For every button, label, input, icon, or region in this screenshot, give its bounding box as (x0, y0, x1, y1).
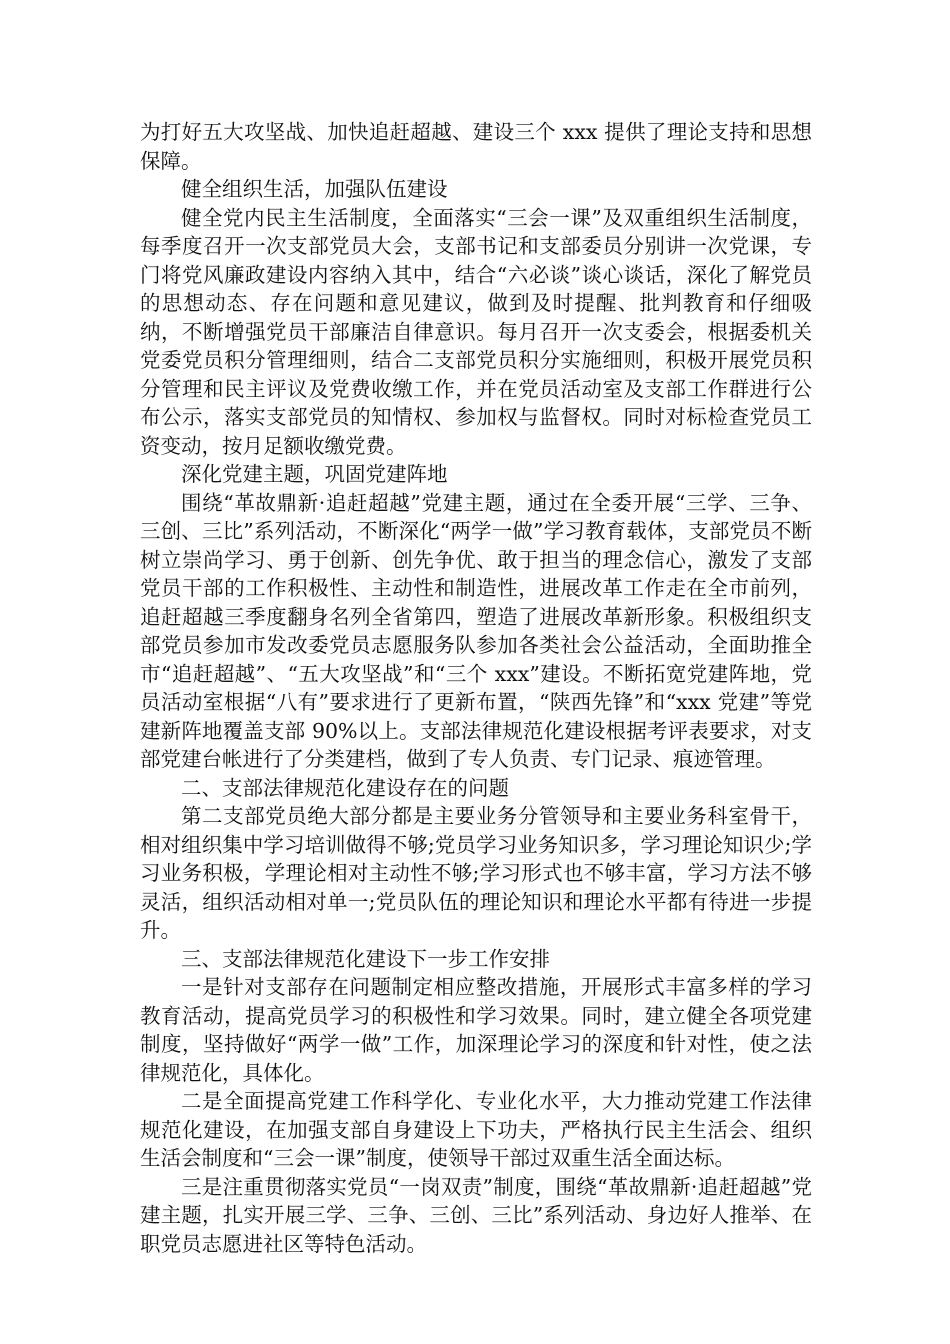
paragraph-continuation: 为打好五大攻坚战、加快追赶超越、建设三个 xxx 提供了理论支持和思想保障。 (140, 120, 812, 173)
paragraph-step-one: 一是针对支部存在问题制定相应整改措施，开展形式丰富多样的学习教育活动，提高党员学习的积极性和学习效果。同时，建立健全各项党建制度，坚持做好“两学一做”工作，加深理论学习的深度和针对性，使之法律规范化，具体化。 (140, 975, 812, 1085)
section-heading-next-steps: 三、支部法律规范化建设下一步工作安排 (181, 946, 550, 971)
paragraph-step-three: 三是注重贯彻落实党员“一岗双责”制度，围绕“革故鼎新·追赶超越”党建主题，扎实开展三学、三争、三创、三比”系列活动、身边好人推举、在职党员志愿进社区等特色活动。 (140, 1174, 812, 1256)
document-body (140, 118, 812, 1258)
section-heading-problems: 二、支部法律规范化建设存在的问题 (181, 775, 509, 800)
paragraph-theme: 围绕“革故鼎新·追赶超越”党建主题，通过在全委开展“三学、三争、三创、三比”系列活动，不断深化“两学一做”学习教育载体，支部党员不断树立崇尚学习、勇于创新、创先争优、敢于担当的理念信心，激发了支部党员干部的工作积极性、主动性和制造性，进展改革工作走在全市前列，追赶超越三季度翻身名列全省第四，塑造了进展改革新形象。积极组织支部党员参加市发改委党员志愿服务队参加各类社会公益活动，全面助推全市“追赶超越”、“五大攻坚战”和“三个 xxx”建设。不断拓宽党建阵地，党员活动室根据“八有”要求进行了更新布置，“陕西先锋”和“xxx 党建”等党建新阵地覆盖支部 90%以上。支部法律规范化建设根据考评表要求，对支部党建台帐进行了分类建档，做到了专人负责、专门记录、痕迹管理。 (140, 490, 812, 771)
paragraph-problems: 第二支部党员绝大部分都是主要业务分管领导和主要业务科室骨干，相对组织集中学习培训做得不够;党员学习业务知识多，学习理论知识少;学习业务积极，学理论相对主动性不够;学习形式也不够丰富，学习方法不够灵活，组织活动相对单一;党员队伍的理论知识和理论水平都有待进一步提升。 (140, 804, 812, 942)
section-heading-organization: 健全组织生活，加强队伍建设 (181, 177, 448, 201)
section-heading-theme: 深化党建主题，巩固党建阵地 (181, 462, 448, 486)
paragraph-step-two: 二是全面提高党建工作科学化、专业化水平，大力推动党建工作法律规范化建设，在加强支部自身建设上下功夫，严格执行民主生活会、组织生活会制度和“三会一课”制度，使领导干部过双重生活全面达标。 (140, 1089, 812, 1170)
paragraph-organization: 健全党内民主生活制度，全面落实“三会一课”及双重组织生活制度，每季度召开一次支部党员大会，支部书记和支部委员分别讲一次党课，专门将党风廉政建设内容纳入其中，结合“六必谈”谈心谈话，深化了解党员的思想动态、存在问题和意见建议，做到及时提醒、批判教育和仔细吸纳，不断增强党员干部廉洁自律意识。每月召开一次支委会，根据委机关党委党员积分管理细则，结合二支部党员积分实施细则，积极开展党员积分管理和民主评议及党费收缴工作，并在党员活动室及支部工作群进行公布公示，落实支部党员的知情权、参加权与监督权。同时对标检查党员工资变动，按月足额收缴党费。 (140, 205, 812, 458)
